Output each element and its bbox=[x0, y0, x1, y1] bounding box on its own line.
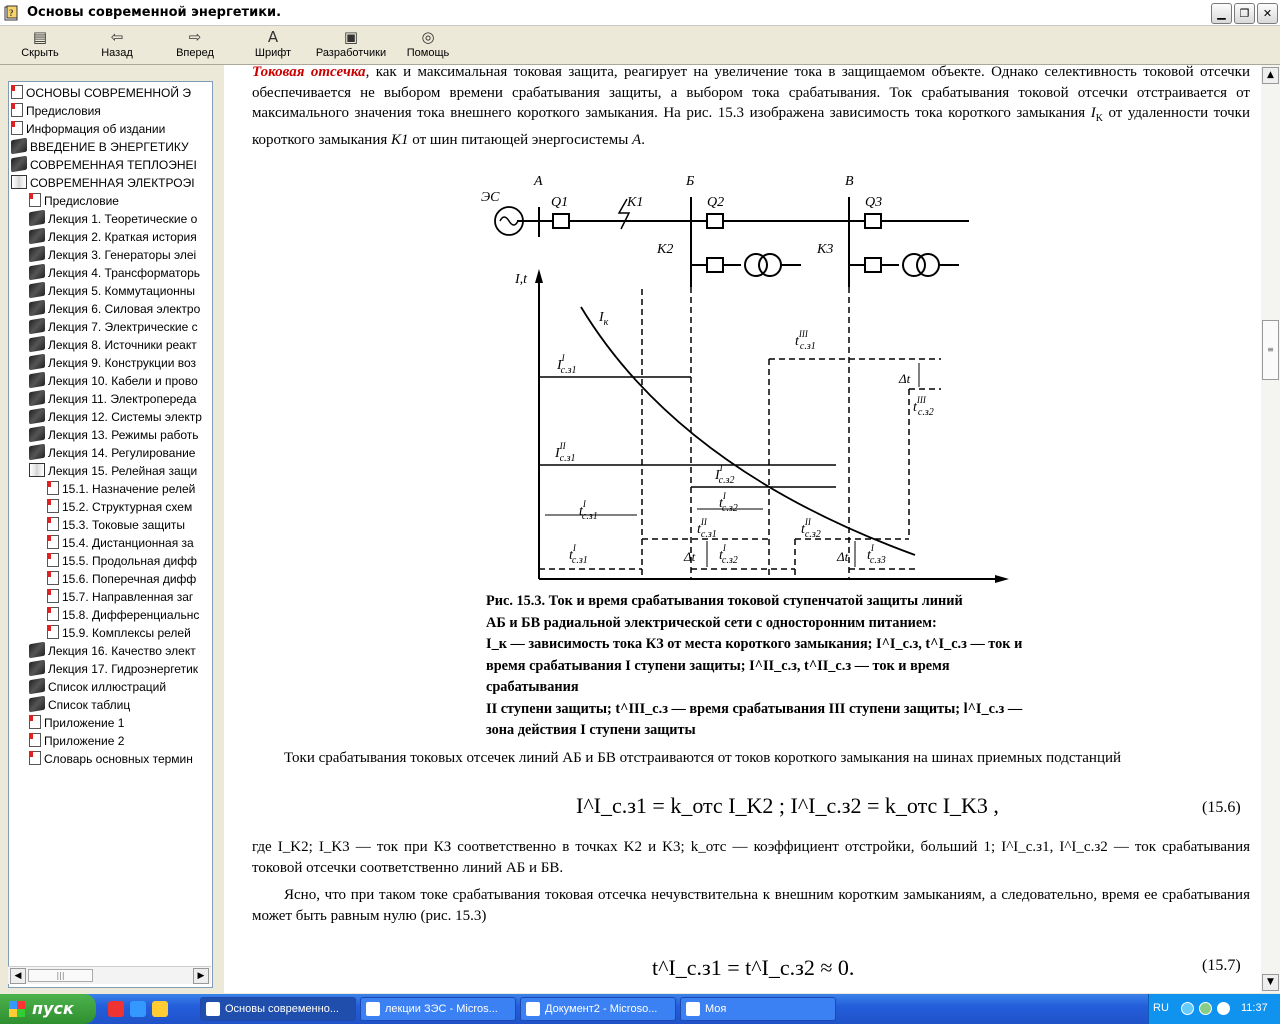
toc-item-label: Лекция 14. Регулирование bbox=[48, 446, 196, 460]
toc-item[interactable] bbox=[11, 120, 211, 138]
toc-item[interactable] bbox=[29, 660, 212, 678]
help-app-icon bbox=[4, 5, 20, 21]
language-indicator[interactable]: RU bbox=[1153, 1002, 1169, 1014]
quicklaunch-ie-icon[interactable] bbox=[130, 1001, 146, 1017]
caption-line-2: АБ и БВ радиальной электрической сети с односторонним питанием: bbox=[486, 614, 937, 631]
paragraph-intro bbox=[252, 65, 1250, 150]
toc-item[interactable] bbox=[47, 498, 212, 516]
paragraph-2: Токи срабатывания токовых отсечек линий АБ и БВ отстраиваются от токов короткого замыкания на шинах приемных подстанций bbox=[284, 750, 1122, 766]
toc-item[interactable] bbox=[29, 750, 212, 768]
toc-item[interactable] bbox=[47, 570, 212, 588]
start-button[interactable]: пуск bbox=[0, 994, 96, 1024]
toc-item-label: Словарь основных термин bbox=[44, 752, 193, 766]
toc-item[interactable] bbox=[29, 264, 212, 282]
system-tray bbox=[1148, 994, 1280, 1024]
book-icon bbox=[29, 660, 45, 676]
toc-item-label: 15.2. Структурная схем bbox=[62, 500, 193, 514]
tsz1-iii-label: $t^{III}$ с.з1 bbox=[795, 329, 816, 352]
page-icon bbox=[47, 625, 59, 639]
windows-taskbar bbox=[0, 994, 1280, 1024]
page-icon bbox=[11, 121, 23, 135]
caption-line-5: II ступени защиты; t^III_с.з — время срабатывания III ступени защиты; l^I_с.з — bbox=[486, 700, 1023, 717]
toc-item-label: СОВРЕМЕННАЯ ТЕПЛОЭНЕІ bbox=[30, 158, 197, 172]
bus-b-label: Б bbox=[686, 174, 695, 189]
tsz2-small-label: $t^I$ с.з2 bbox=[719, 543, 738, 566]
formula-15-6: I^I_с.з1 = k_отс I_K2 ; I^I_с.з2 = k_отс I_K3 , bbox=[576, 793, 999, 818]
toc-item-label: Лекция 17. Гидроэнергетик bbox=[48, 662, 199, 676]
task-my-folder[interactable]: Моя bbox=[680, 997, 836, 1021]
equation-number-15-6: (15.6) bbox=[1202, 799, 1241, 816]
help-label: Помощь bbox=[406, 47, 450, 59]
developers-button[interactable] bbox=[311, 28, 391, 64]
book-icon bbox=[11, 138, 27, 154]
toc-item[interactable] bbox=[29, 210, 212, 228]
toc-item[interactable] bbox=[11, 138, 211, 156]
developers-icon: ▣ bbox=[343, 28, 359, 46]
formula-15-7: t^I_с.з1 = t^I_с.з2 ≈ 0. bbox=[652, 955, 855, 980]
window-title: Основы современной энергетики. bbox=[27, 5, 282, 20]
toc-item-label: ВВЕДЕНИЕ В ЭНЕРГЕТИКУ bbox=[30, 140, 189, 154]
toc-horizontal-scrollbar[interactable] bbox=[8, 966, 211, 984]
toc-item[interactable] bbox=[29, 354, 212, 372]
paragraph-3: где I_K2; I_K3 — ток при КЗ соответственно в точках K2 и K3; k_отс — коэффициент отстройки, больший 1; I^I_с.з1, I^I_с.з2 — ток срабатывания токовой отсечки соответственно линий АБ и БВ. bbox=[252, 839, 1250, 876]
page-icon bbox=[47, 589, 59, 603]
term-highlight: Токовая отсечка bbox=[252, 65, 366, 80]
bus-a-label: A bbox=[534, 174, 543, 189]
caption-line-6: зона действия I ступени защиты bbox=[486, 722, 696, 738]
equation-number-15-7: (15.7) bbox=[1202, 957, 1241, 974]
page-icon bbox=[11, 103, 23, 117]
tsz2-iii-label: $t^{III}$ с.з2 bbox=[913, 395, 934, 418]
toc-item-label: Лекция 4. Трансформаторь bbox=[48, 266, 201, 280]
toc-item[interactable] bbox=[29, 300, 212, 318]
close-button[interactable]: ✕ bbox=[1257, 3, 1278, 24]
toc-item[interactable] bbox=[47, 480, 212, 498]
page-icon bbox=[29, 193, 41, 207]
back-arrow-icon: ⇦ bbox=[110, 28, 124, 46]
toc-item[interactable] bbox=[29, 696, 212, 714]
forward-arrow-icon: ⇨ bbox=[188, 28, 202, 46]
toc-item-label: Лекция 6. Силовая электро bbox=[48, 302, 201, 316]
toc-item[interactable] bbox=[29, 732, 212, 750]
tsz1-small-label: $t^I$ с.з1 bbox=[569, 543, 588, 566]
page-icon bbox=[47, 607, 59, 621]
toc-item[interactable] bbox=[47, 534, 212, 552]
hide-button[interactable] bbox=[6, 28, 74, 64]
figure-caption bbox=[486, 591, 1026, 742]
k1-label: K1 bbox=[627, 195, 644, 210]
toc-item-label: Лекция 10. Кабели и прово bbox=[48, 374, 198, 388]
caption-line-4: время срабатывания I ступени защиты; I^II_с.з, t^II_с.з — ток и время срабатывания bbox=[486, 657, 950, 695]
book-icon bbox=[29, 282, 45, 298]
toc-item-label: Лекция 15. Релейная защи bbox=[48, 464, 198, 478]
scroll-left-icon[interactable]: ◀ bbox=[10, 968, 26, 984]
scroll-down-icon[interactable]: ▼ bbox=[1262, 974, 1279, 991]
toc-item[interactable] bbox=[47, 516, 212, 534]
ik-symbol: I bbox=[1090, 105, 1096, 121]
book-icon bbox=[11, 156, 27, 172]
page-icon bbox=[47, 517, 59, 531]
toc-item[interactable] bbox=[29, 714, 212, 732]
toc-item[interactable] bbox=[47, 552, 212, 570]
delta-t-label-3: Δt bbox=[837, 549, 849, 564]
toc-item[interactable] bbox=[29, 372, 212, 390]
toc-item-label: ОСНОВЫ СОВРЕМЕННОЙ Э bbox=[26, 86, 191, 100]
caption-line-3: I_к — зависимость тока КЗ от места короткого замыкания; I^I_с.з, t^I_с.з — ток и bbox=[486, 636, 1023, 652]
toc-item[interactable] bbox=[47, 624, 212, 642]
page-icon bbox=[47, 535, 59, 549]
toc-item[interactable] bbox=[29, 282, 212, 300]
toc-item-label: Лекция 12. Системы электр bbox=[48, 410, 202, 424]
q2-label: Q2 bbox=[707, 195, 725, 210]
toc-item-label: 15.5. Продольная дифф bbox=[62, 554, 197, 568]
hide-icon: ▤ bbox=[32, 28, 48, 46]
toc-item[interactable] bbox=[29, 246, 212, 264]
scroll-thumb[interactable]: ||| bbox=[28, 969, 93, 982]
ik-sub: K bbox=[1095, 113, 1103, 124]
toc-item[interactable] bbox=[29, 336, 212, 354]
task-word-document2[interactable]: Документ2 - Microso... bbox=[520, 997, 676, 1021]
vertical-scroll-thumb[interactable]: ≡ bbox=[1262, 320, 1279, 380]
page-icon bbox=[29, 715, 41, 729]
toc-item[interactable] bbox=[29, 426, 212, 444]
toc-item-label: 15.1. Назначение релей bbox=[62, 482, 196, 496]
book-icon bbox=[29, 642, 45, 658]
intro-text-c: от шин питающей энергосистемы bbox=[408, 131, 633, 148]
quicklaunch-app-icon[interactable] bbox=[152, 1001, 168, 1017]
scroll-right-icon[interactable]: ▶ bbox=[193, 968, 209, 984]
font-icon: A bbox=[267, 28, 279, 46]
book-icon bbox=[29, 336, 45, 352]
toc-item[interactable] bbox=[29, 678, 212, 696]
page-icon bbox=[47, 499, 59, 513]
page-icon bbox=[47, 571, 59, 585]
toc-item[interactable] bbox=[47, 588, 212, 606]
isz2-label: $I^I$ с.з2 bbox=[715, 463, 735, 486]
hide-label: Скрыть bbox=[21, 47, 59, 59]
book-icon bbox=[29, 318, 45, 334]
toc-item-label: Лекция 1. Теоретические о bbox=[48, 212, 198, 226]
book-icon bbox=[29, 264, 45, 280]
toc-tree bbox=[9, 82, 212, 972]
content-vertical-scrollbar[interactable] bbox=[1261, 65, 1280, 993]
page-icon bbox=[29, 751, 41, 765]
toc-item-label: Информация об издании bbox=[26, 122, 166, 136]
book-icon bbox=[29, 408, 45, 424]
toc-item-label: Лекция 3. Генераторы элеі bbox=[48, 248, 197, 262]
svg-text:?: ? bbox=[9, 8, 14, 18]
tray-network-icon[interactable] bbox=[1181, 1002, 1194, 1015]
tsz1-label: $t^I$ с.з1 bbox=[579, 499, 598, 522]
book-icon bbox=[29, 678, 45, 694]
help-icon: ◎ bbox=[421, 28, 435, 46]
toc-item-label: Лекция 13. Режимы работь bbox=[48, 428, 199, 442]
toc-item-label: Предисловие bbox=[44, 194, 119, 208]
isz1-label: $I^I$ с.з1 bbox=[557, 353, 577, 376]
toc-item-label: СОВРЕМЕННАЯ ЭЛЕКТРОЭІ bbox=[30, 176, 195, 190]
intro-text-a: , как и максимальная токовая защита, реагирует на увеличение тока в защищаемом объекте. Однако селективность токовой отсечки обеспечивается не выбором времени срабатывания защиты, а выбором тока срабатывания. Ток срабатывания токовой отсечки отстраивается от максимального значения тока внешнего короткого замыкания. На рис. 15.3 изображена зависимость тока короткого замыкания bbox=[252, 65, 1251, 121]
toc-item[interactable] bbox=[29, 642, 212, 660]
toc-item[interactable] bbox=[11, 156, 211, 174]
toc-item[interactable] bbox=[29, 318, 212, 336]
page-icon bbox=[11, 85, 23, 99]
toc-item-label: Предисловия bbox=[26, 104, 101, 118]
toc-item-label: 15.8. Дифференциальнс bbox=[62, 608, 200, 622]
toc-item[interactable] bbox=[11, 174, 211, 192]
delta-t-label-2: Δt bbox=[684, 549, 696, 564]
toc-item-label: Список таблиц bbox=[48, 698, 131, 712]
page-icon bbox=[47, 481, 59, 495]
caption-line-1: Рис. 15.3. Ток и время срабатывания токовой ступенчатой защиты линий bbox=[486, 593, 963, 609]
k1-symbol: K1 bbox=[391, 131, 409, 148]
window-titlebar bbox=[0, 0, 1280, 26]
developers-label: Разработчики bbox=[315, 47, 387, 59]
clock: 11:37 bbox=[1241, 1002, 1268, 1014]
open-book-icon bbox=[11, 175, 27, 189]
toc-item[interactable] bbox=[47, 606, 212, 624]
q1-label: Q1 bbox=[551, 195, 569, 210]
source-label: ЭС bbox=[481, 190, 500, 205]
task-help-viewer[interactable]: Основы современно... bbox=[200, 997, 356, 1021]
bus-a-symbol: А bbox=[632, 131, 642, 148]
page-icon bbox=[29, 733, 41, 747]
intro-text-b: от удаленности точки короткого замыкания bbox=[252, 105, 1250, 148]
toc-item-label: Лекция 16. Качество элект bbox=[48, 644, 196, 658]
book-icon bbox=[29, 444, 45, 460]
book-icon bbox=[29, 246, 45, 262]
paragraph-4: Ясно, что при таком токе срабатывания токовая отсечка нечувствительна к внешним коротким замыканиям, а следовательно, время ее срабатывания может быть равным нулю (рис. 15.3) bbox=[252, 887, 1250, 924]
book-icon bbox=[29, 300, 45, 316]
task-word-lectures[interactable]: лекции ЗЭС - Micros... bbox=[360, 997, 516, 1021]
toc-item-label: Лекция 11. Электропереда bbox=[48, 392, 197, 406]
book-icon bbox=[29, 228, 45, 244]
axis-y-label: I,t bbox=[515, 272, 528, 287]
toc-item-label: Список иллюстраций bbox=[48, 680, 167, 694]
toc-item-label: Приложение 2 bbox=[44, 734, 125, 748]
toc-item-label: Лекция 9. Конструкции воз bbox=[48, 356, 197, 370]
toc-item-label: 15.6. Поперечная дифф bbox=[62, 572, 197, 586]
tray-volume-icon[interactable] bbox=[1217, 1002, 1230, 1015]
toc-item-label: 15.7. Направленная заг bbox=[62, 590, 194, 604]
toc-item[interactable] bbox=[29, 192, 212, 210]
figure-15-3-diagram bbox=[479, 169, 1019, 589]
help-button[interactable] bbox=[394, 28, 462, 64]
toc-item[interactable] bbox=[29, 462, 212, 480]
ik-curve-label: $I_к$ bbox=[599, 310, 609, 328]
tsz2-ii-label: $t^{II}$ с.з2 bbox=[801, 517, 821, 540]
scroll-up-icon[interactable]: ▲ bbox=[1262, 67, 1279, 84]
font-button[interactable] bbox=[239, 28, 307, 64]
minimize-button[interactable]: ▁ bbox=[1211, 3, 1232, 24]
quicklaunch-opera-icon[interactable] bbox=[108, 1001, 124, 1017]
delta-t-label-1: Δt bbox=[899, 371, 911, 386]
toc-item[interactable] bbox=[11, 84, 211, 102]
back-label: Назад bbox=[101, 47, 133, 59]
toc-item-label: Лекция 8. Источники реакт bbox=[48, 338, 197, 352]
book-icon bbox=[29, 696, 45, 712]
toc-item-label: Приложение 1 bbox=[44, 716, 125, 730]
toc-item[interactable] bbox=[29, 408, 212, 426]
tsz1-ii-label: $t^{II}$ с.з1 bbox=[697, 517, 717, 540]
toc-item-label: Лекция 2. Краткая история bbox=[48, 230, 197, 244]
isz1-ii-label: $I^{II}$ с.з1 bbox=[555, 441, 576, 464]
book-icon bbox=[29, 390, 45, 406]
tray-app-icon[interactable] bbox=[1199, 1002, 1212, 1015]
tsz2-label: $t^I$ с.з2 bbox=[719, 491, 738, 514]
book-icon bbox=[29, 210, 45, 226]
toc-pane[interactable] bbox=[8, 81, 213, 988]
q3-label: Q3 bbox=[865, 195, 883, 210]
font-label: Шрифт bbox=[254, 47, 292, 59]
tsz3-label: $t^I$ с.з3 bbox=[867, 543, 886, 566]
page-icon bbox=[47, 553, 59, 567]
bus-v-label: В bbox=[845, 174, 854, 189]
book-icon bbox=[29, 354, 45, 370]
intro-end: . bbox=[641, 131, 645, 148]
toc-item-label: 15.4. Дистанционная за bbox=[62, 536, 194, 550]
forward-button[interactable] bbox=[161, 28, 229, 64]
back-button[interactable] bbox=[83, 28, 151, 64]
help-toolbar bbox=[0, 27, 1280, 65]
toc-item-label: Лекция 7. Электрические с bbox=[48, 320, 198, 334]
k2-label: K2 bbox=[657, 242, 674, 257]
content-pane bbox=[224, 65, 1261, 993]
forward-label: Вперед bbox=[176, 47, 214, 59]
toc-item-label: 15.9. Комплексы релей bbox=[62, 626, 191, 640]
maximize-button[interactable]: ❐ bbox=[1234, 3, 1255, 24]
toc-item-label: Лекция 5. Коммутационны bbox=[48, 284, 196, 298]
toc-item[interactable] bbox=[29, 390, 212, 408]
book-icon bbox=[29, 372, 45, 388]
toc-item[interactable] bbox=[29, 228, 212, 246]
toc-item-label: 15.3. Токовые защиты bbox=[62, 518, 186, 532]
toc-item[interactable] bbox=[11, 102, 211, 120]
toc-item[interactable] bbox=[29, 444, 212, 462]
k3-label: K3 bbox=[817, 242, 834, 257]
book-icon bbox=[29, 426, 45, 442]
open-book-icon bbox=[29, 463, 45, 477]
